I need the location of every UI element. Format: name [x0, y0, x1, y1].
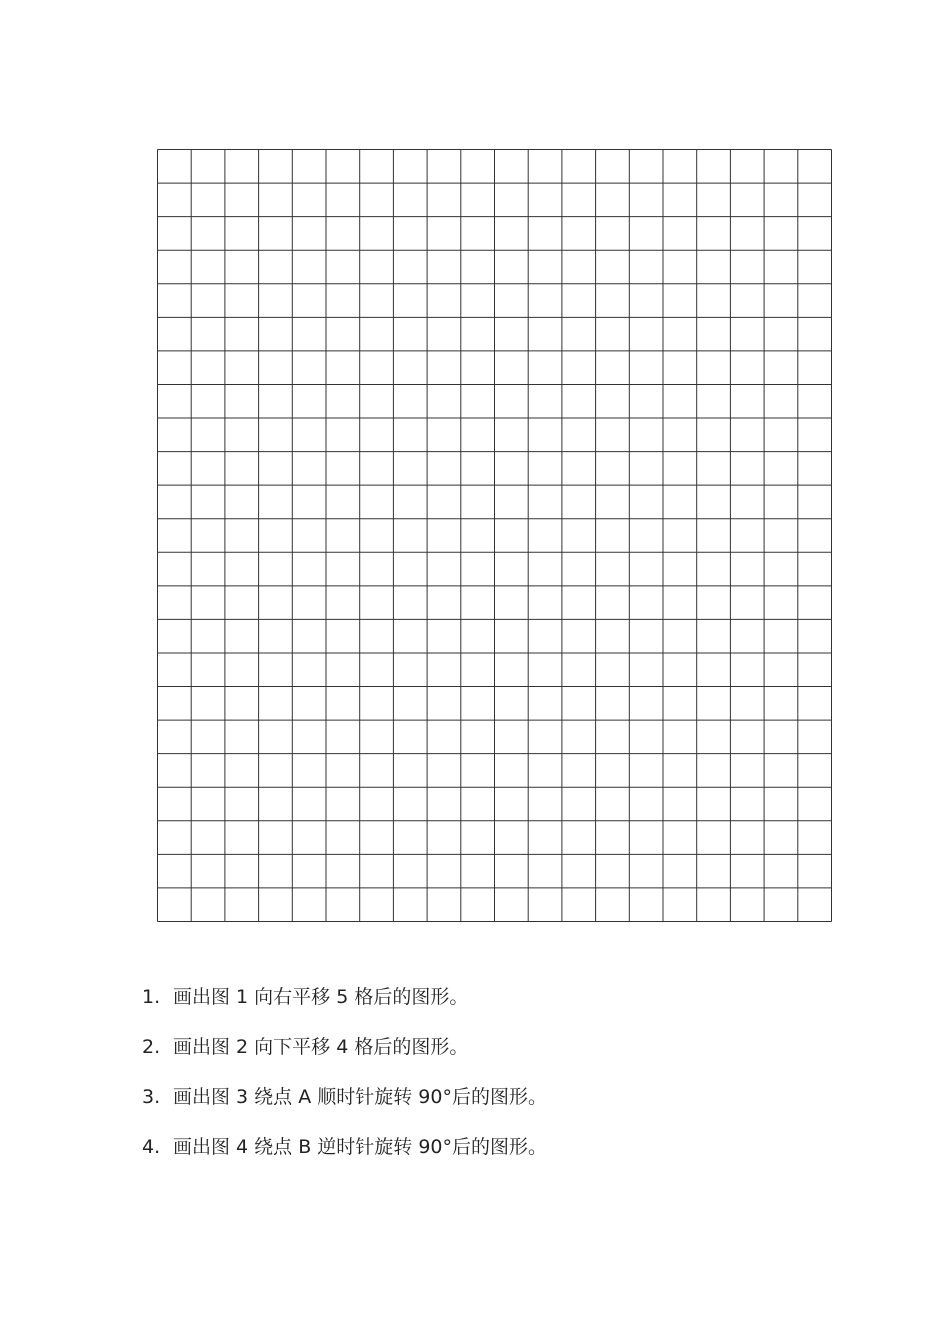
question-text: 画出图 1 向右平移 5 格后的图形。	[173, 986, 469, 1008]
grid-lines	[157, 149, 832, 922]
question-item	[142, 1032, 547, 1082]
question-number: 1.	[142, 986, 161, 1008]
question-number: 2.	[142, 1036, 161, 1058]
question-text: 画出图 4 绕点 B 逆时针旋转 90°后的图形。	[173, 1136, 547, 1158]
square-grid	[157, 149, 832, 922]
question-number: 4.	[142, 1136, 161, 1158]
question-list	[142, 982, 547, 1182]
question-number: 3.	[142, 1086, 161, 1108]
question-text: 画出图 3 绕点 A 顺时针旋转 90°后的图形。	[173, 1086, 547, 1108]
question-item	[142, 1082, 547, 1132]
question-item	[142, 982, 547, 1032]
question-text: 画出图 2 向下平移 4 格后的图形。	[173, 1036, 469, 1058]
question-item	[142, 1132, 547, 1182]
